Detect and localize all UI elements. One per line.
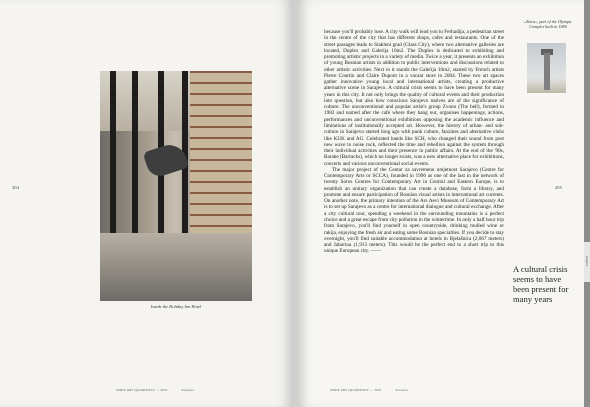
section-tab-label: Sarajevo [585, 255, 589, 267]
side-photo-caption: »Zetra«, part of the Olympic Complex built in 1984 [523, 19, 573, 29]
article-paragraph: because you'll probably lose. A city walk will lead you to Ferhadija, a pedestrian street in the centre of the city that has different shops, cafes and restaurants. One of the street passages leads to Stakleni grad (Glass City), where two alternative galleries are located, Duplex and Galerija 10m2. The Duplex is dedicated to exhibiting and promoting artistic projects in a variety of media. Twice a year, it presents an exhibition of young Bosnian artists in addition to public interventions and discussions related to other artistic activities. Next to it stands the Galerija 10m2, started by French artists Pierre Courtin and Claire Dupont in a vacant store in 2004. These two art spaces gather innovative young local and international artists, creating a productive alternative scene in Sarajevo. A cultural crisis seems to have been present for many years in this city. It not only brings the quality of cultural events and their production into question, but also how conscious Sarajevo natives are of the significance of culture. The unconventional and popular artist's group Zvono (The bell), formed in 1982 and named after the café where they hang out, organises happenings, actions, performances and unconventional exhibitions opposing the academic influence and limitations of institutionally accepted art. However, the history of urban- and sub-culture in Sarajevo started long ago with punk culture, fanzines and alternative clubs like KUK and AG. Celebrated bands like SCH, who changed their sound from post new wave to noise rock, reflected the time and rebellion against the system through their individual activities and their presence in public affairs. At the end of the '90s, Barake (Barracks), which no longer exists, was a new alternative place for exhibitions, concerts and various unconventional social events. [324, 29, 504, 167]
right-footer [330, 388, 408, 392]
article-body [324, 29, 504, 255]
tower [544, 53, 550, 90]
footer-section: Sarajevo [181, 388, 195, 392]
zetra-tower-photo [527, 43, 566, 93]
left-page-number: 204 [12, 185, 19, 190]
footer-section: Sarajevo [395, 388, 409, 392]
right-page-number: 205 [555, 185, 562, 190]
left-page [0, 0, 292, 407]
page-edge [584, 0, 590, 407]
lobby-floor [100, 233, 252, 301]
section-tab [584, 242, 590, 282]
hotel-atrium-photo [100, 71, 252, 301]
photo-caption: Inside the Holiday Inn Hotel [150, 304, 202, 309]
left-footer [116, 388, 194, 392]
pull-quote: A cultural crisis seems to have been present for many years [513, 264, 569, 304]
footer-publication: SPIKE ART QUARTERLY — 2019 [116, 388, 168, 392]
footer-publication: SPIKE ART QUARTERLY — 2019 [330, 388, 382, 392]
article-paragraph: The major project of the Centar za savremenu umjetnost Sarajevo (Centre for Contemporary Arts or SCCA), founded in 1996 as one of the last in the network of twenty Soros Centres for Contemporary Art in Central and Eastern Europe, is to establish an unitary organization that can create a database, form a library, and promote and ensure participation of Bosnian visual artists in international art currents. On another note, the primary intention of the Ars Aevi Museum of Contemporary Art is to set up Sarajevo as a centre for international dialogue and cultural exchange. After a city cultural tour, spending a weekend in the surrounding mountains is a perfect choice and a great escape from city pollution in the wintertime. In only a half hour trip from Sarajevo, you'll find yourself in open countryside, drinking mulled wine or rakija, enjoying the fresh air and eating some Bosnian specialties. If you decide to stay overnight, you'll find suitable accommodation at hotels in Bjelašnica (2,067 meters) and Jahorina (1,913 meters). This would be the perfect end to a short trip to this unique European city. —— [324, 166, 504, 255]
